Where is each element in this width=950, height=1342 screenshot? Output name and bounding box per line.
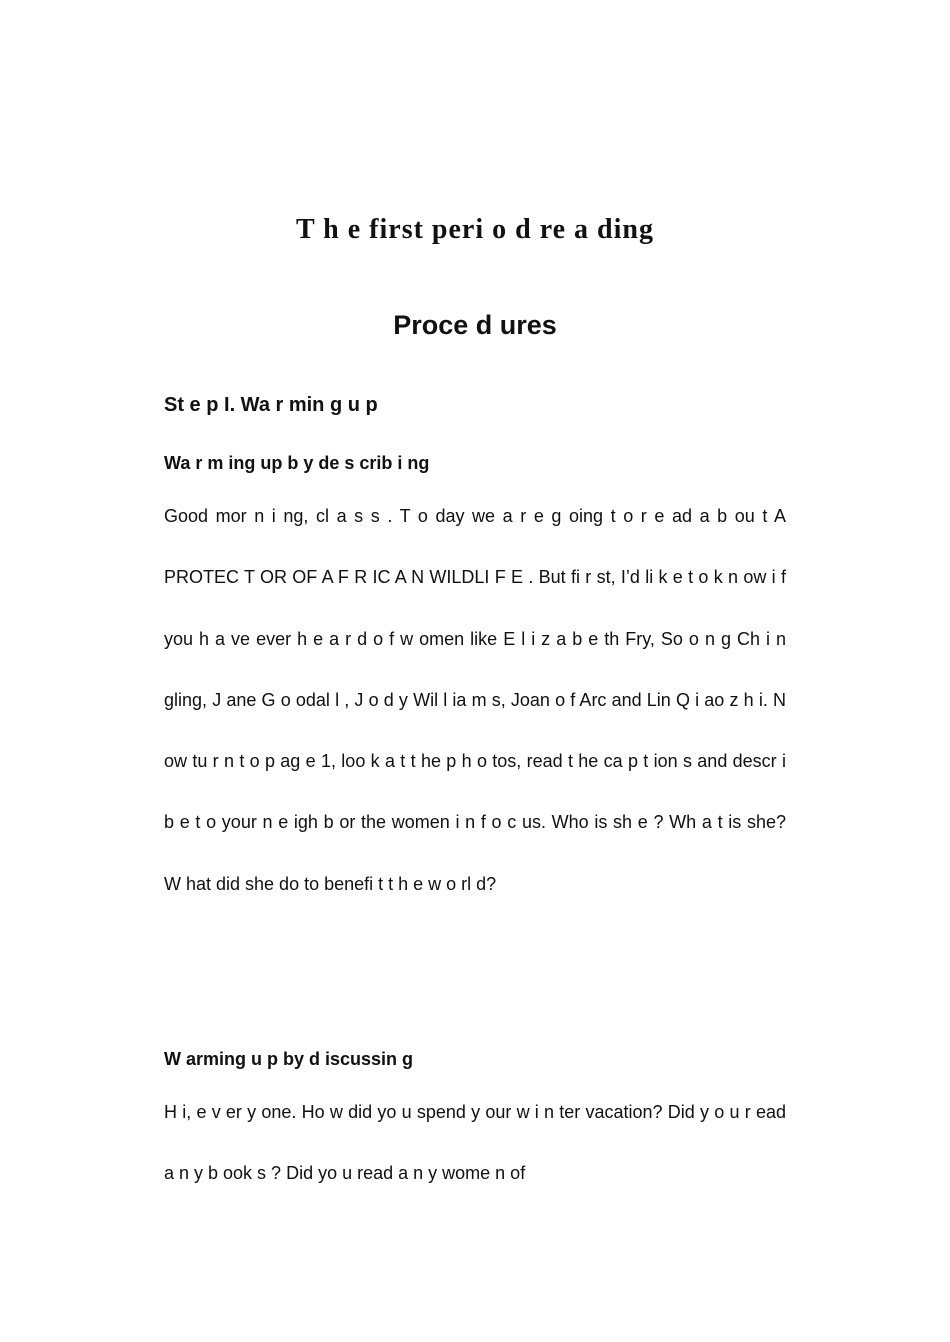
document-title: T h e first peri o d re a ding <box>296 214 654 245</box>
paragraph-describing: Good mor n i ng, cl a s s . T o day we a r e g oing t o r e ad a b ou t A PROTEC T OR OF A F R IC A N WILDLI F E . But fi r st, I’d li k e t o k n ow i f you h a ve ever h e a r d o f w omen like E l i z a b e th Fry, So o n g Ch i n gling, J ane G o odal l , J o d y Wil l ia m s, Joan o f Arc and Lin Q i ao z h i. N ow tu r n t o p ag e 1, loo k a t t he p h o tos, read t he ca p t ion s and descr i b e t o your n e igh b or the women i n f o c us. Who is sh e ? Wh a t is she? W hat did she do to benefi t t h e w o rl d? <box>164 506 786 894</box>
document-subtitle: Proce d ures <box>393 310 557 340</box>
step-heading: St e p I. Wa r min g u p <box>164 394 378 416</box>
paragraph-discussing: H i, e v er y one. Ho w did yo u spend y our w i n ter vacation? Did y o u r ead a n y b ook s ? Did yo u read a n y wome n of <box>164 1102 786 1184</box>
section-heading-describing: Wa r m ing up b y de s crib i ng <box>164 453 430 473</box>
section-heading-discussing: W arming u p by d iscussin g <box>164 1049 414 1069</box>
